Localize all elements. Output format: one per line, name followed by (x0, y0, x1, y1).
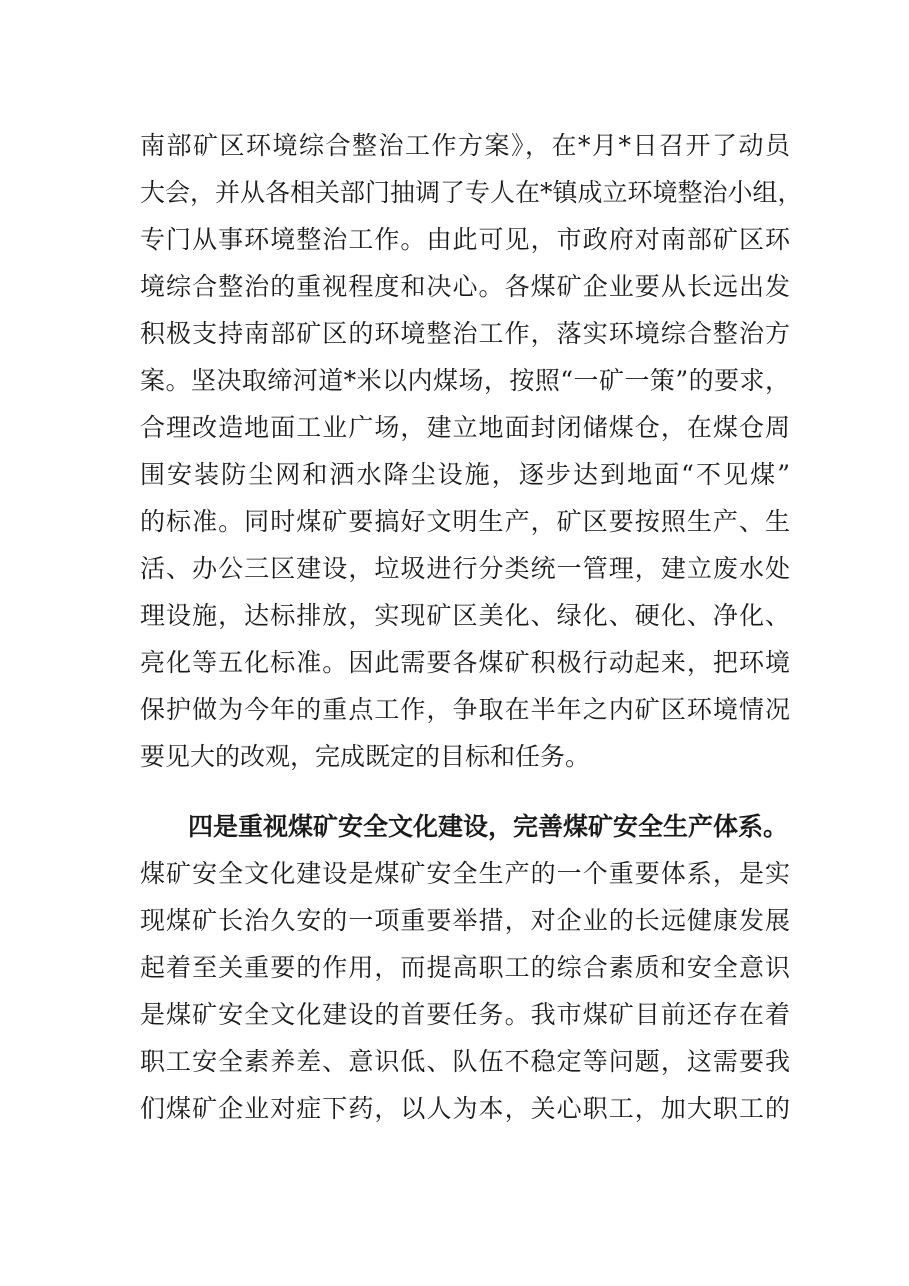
text-line: 南部矿区环境综合整治工作方案》，在*月*日召开了动员 (140, 131, 790, 160)
text-line: 围安装防尘网和洒水降尘设施，逐步达到地面“不见煤” (140, 460, 790, 489)
text-line: 理设施，达标排放，实现矿区美化、绿化、硬化、净化、 (140, 601, 790, 630)
text-line: 合理改造地面工业广场，建立地面封闭储煤仓，在煤仓周 (140, 413, 790, 442)
text-line: 起着至关重要的作用，而提高职工的综合素质和安全意识 (140, 953, 790, 982)
text-line: 是煤矿安全文化建设的首要任务。我市煤矿目前还存在着 (140, 1000, 790, 1029)
text-line: 专门从事环境整治工作。由此可见，市政府对南部矿区环 (140, 225, 790, 254)
paragraph-environment (140, 122, 803, 780)
text-line: 现煤矿长治久安的一项重要举措，对企业的长远健康发展 (140, 906, 790, 935)
text-line: 们煤矿企业对症下药，以人为本，关心职工，加大职工的 (140, 1094, 790, 1123)
text-line: 活、办公三区建设，垃圾进行分类统一管理，建立废水处 (140, 554, 790, 583)
text-line: 要见大的改观，完成既定的目标和任务。 (140, 742, 591, 771)
paragraph-safety-culture (140, 803, 790, 1132)
text-line: 案。坚决取缔河道*米以内煤场，按照“一矿一策”的要求， (140, 366, 790, 395)
text-line: 煤矿安全文化建设是煤矿安全生产的一个重要体系，是实 (140, 859, 790, 888)
text-line: 的标准。同时煤矿要搞好文明生产，矿区要按照生产、生 (140, 507, 790, 536)
text-line: 保护做为今年的重点工作，争取在半年之内矿区环境情况 (140, 695, 790, 724)
text-line: 职工安全素养差、意识低、队伍不稳定等问题，这需要我 (140, 1047, 790, 1076)
section-heading: 四是重视煤矿安全文化建设，完善煤矿安全生产体系。 (188, 812, 789, 841)
text-line: 大会，并从各相关部门抽调了专人在*镇成立环境整治小组， (140, 178, 803, 207)
text-line: 亮化等五化标准。因此需要各煤矿积极行动起来，把环境 (140, 648, 790, 677)
text-line: 积极支持南部矿区的环境整治工作，落实环境综合整治方 (140, 319, 790, 348)
text-line: 境综合整治的重视程度和决心。各煤矿企业要从长远出发 (140, 272, 790, 301)
